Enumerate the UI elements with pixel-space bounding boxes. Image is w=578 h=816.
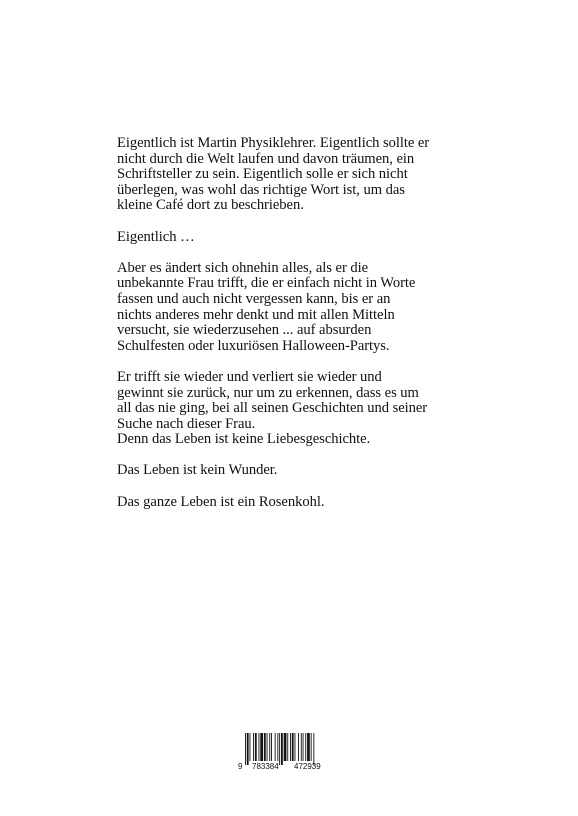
- barcode-bar: [255, 733, 257, 761]
- blurb-paragraph-4: [117, 370, 462, 448]
- blurb-line: Das Leben ist kein Wunder.: [117, 462, 278, 479]
- blurb-line: unbekannte Frau trifft, die er einfach nicht in Worte: [117, 275, 416, 292]
- barcode-bar: [307, 733, 310, 761]
- blurb-line: Das ganze Leben ist ein Rosenkohl.: [117, 493, 325, 510]
- blurb-paragraph-3: [117, 261, 462, 355]
- blurb-line: Schriftsteller zu sein. Eigentlich solle er sich nicht: [117, 166, 408, 183]
- barcode-bar: [295, 733, 296, 761]
- blurb-paragraph-1: [117, 136, 462, 214]
- blurb-line: Eigentlich …: [117, 228, 195, 245]
- barcode-bar: [267, 733, 268, 761]
- barcode-bar: [292, 733, 294, 761]
- barcode-bar: [290, 733, 291, 761]
- barcode-bar: [259, 733, 260, 761]
- blurb-line: Aber es ändert sich ohnehin alles, als er die: [117, 259, 369, 276]
- blurb-line: überlegen, was wohl das richtige Wort ist, um das: [117, 181, 405, 198]
- blurb-paragraph-6: [117, 495, 462, 511]
- barcode-bar: [298, 733, 299, 761]
- barcode-bar: [260, 733, 263, 761]
- back-cover-blurb: [117, 136, 462, 526]
- blurb-paragraph-2: [117, 230, 462, 246]
- barcode-bar: [305, 733, 306, 761]
- barcode-bar: [245, 733, 246, 765]
- barcode-bar: [301, 733, 302, 761]
- barcode-bars: [245, 733, 314, 765]
- barcode-bar: [269, 733, 270, 761]
- barcode-bar: [287, 733, 288, 761]
- barcode-digit-group-2: 472939: [294, 762, 321, 771]
- barcode-bar: [313, 733, 314, 765]
- blurb-line: kleine Café dort zu beschrieben.: [117, 197, 304, 214]
- barcode-digit-group-1: 783384: [252, 762, 279, 771]
- barcode-bar: [264, 733, 266, 761]
- blurb-line: Denn das Leben ist keine Liebesgeschichte.: [117, 431, 371, 448]
- blurb-line: Schulfesten oder luxuriösen Halloween-Partys.: [117, 337, 390, 354]
- isbn-barcode: [236, 733, 340, 771]
- barcode-bar: [284, 733, 287, 761]
- barcode-bar: [275, 733, 276, 761]
- blurb-line: all das nie ging, bei all seinen Geschichten und seiner: [117, 400, 428, 417]
- barcode-bar: [247, 733, 249, 765]
- blurb-line: versucht, sie wiederzusehen ... auf absurden: [117, 322, 372, 339]
- barcode-bar: [277, 733, 278, 761]
- barcode-bar: [271, 733, 272, 761]
- barcode-bar: [250, 733, 251, 761]
- blurb-line: Suche nach dieser Frau.: [117, 415, 256, 432]
- barcode-bar: [303, 733, 304, 761]
- blurb-line: nichts anderes mehr denkt und mit allen Mitteln: [117, 306, 395, 323]
- blurb-line: fassen und auch nicht vergessen kann, bis er an: [117, 290, 391, 307]
- barcode-bar: [253, 733, 254, 761]
- blurb-line: nicht durch die Welt laufen und davon träumen, ein: [117, 150, 415, 167]
- blurb-paragraph-5: [117, 463, 462, 479]
- barcode-graphic: [236, 733, 340, 771]
- blurb-line: gewinnt sie zurück, nur um zu erkennen, dass es um: [117, 384, 419, 401]
- barcode-bar: [279, 733, 280, 765]
- barcode-bar: [311, 733, 312, 761]
- blurb-line: Er trifft sie wieder und verliert sie wieder und: [117, 368, 382, 385]
- barcode-digit-prefix: 9: [238, 762, 243, 771]
- barcode-bar: [281, 733, 283, 765]
- blurb-line: Eigentlich ist Martin Physiklehrer. Eigentlich sollte er: [117, 135, 430, 151]
